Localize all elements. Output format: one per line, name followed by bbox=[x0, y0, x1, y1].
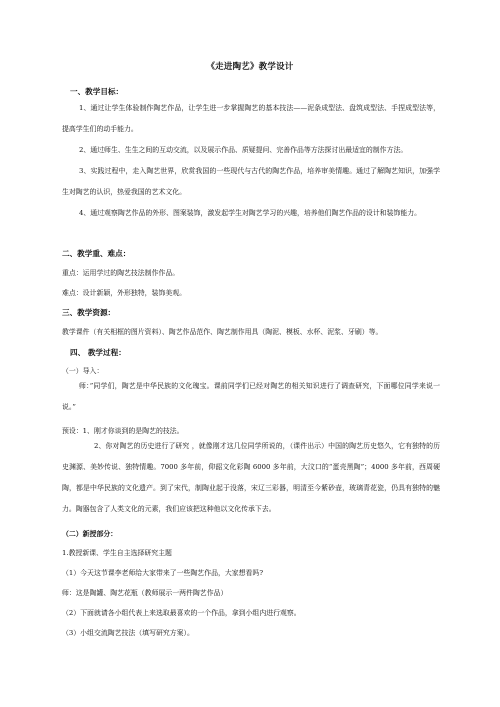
focus-text: 重点：运用学过的陶艺技法制作作品。 bbox=[62, 269, 180, 277]
document-title: 《走进陶艺》教学设计 bbox=[206, 62, 294, 72]
goal-item-4: 4、通过观察陶艺作品的外形、图案装饰，激发起学生对陶艺学习的兴趣，培养他们陶艺作品的设计和装饰能力。 bbox=[79, 209, 422, 217]
section-heading-process: 四、 教学过程： bbox=[70, 348, 126, 357]
section-heading-key-points: 二、教学重、难点： bbox=[62, 249, 131, 258]
section-heading-resources: 三、教学资源： bbox=[62, 308, 116, 317]
goal-item-2: 2、通过师生、生生之间的互动交流，以及展示作品、质疑提问、完善作品等方法探讨出最适宜的制作方法。 bbox=[79, 146, 408, 154]
preset-1: 预设：1、刚才你谈到的是陶艺的技法。 bbox=[62, 427, 184, 435]
question-3: （3）小组交流陶艺技法（填写研究方案）。 bbox=[62, 629, 194, 637]
question-1: （1）今天这节课李老师给大家带来了一些陶艺作品，大家想看吗? bbox=[62, 569, 264, 577]
preset-2: 2、你对陶艺的历史进行了研究 ，就像刚才这几位同学所说的，（课件出示）中国的陶艺历史悠久，它有独特的历史渊源、美妙传说、独特情趣。7000 多年前，仰韶文化彩陶 6000 多年前，大汶口的“蛋壳黑陶”；4000 多年前，西周硬陶，都是中华民族的文化遗产。到了宋代，制陶业起于没落，宋辽三彩器，明清至今紫砂壶，玻璃青花瓷，仍具有独特的魅力。陶器包含了人类文化的元素，我们应该把这种他以文化传承下去。 bbox=[62, 442, 440, 513]
resources-text: 教学课件（有关相框的图片资料）、陶艺作品范作、陶艺制作用具（陶泥、模板、水杯、泥浆、牙刷）等。 bbox=[62, 328, 383, 336]
step-1: 1.教授新课、学生自主选择研究主题 bbox=[62, 549, 172, 557]
teacher-talk: 师：”同学们，陶艺是中华民族的文化瑰宝。课前同学们已经对陶艺的相关知识进行了调查研究，下面哪位同学来说一说。” bbox=[62, 382, 440, 411]
goal-item-1: 1、通过让学生体验制作陶艺作品，让学生进一步掌握陶艺的基本技法——泥条成型法、盘筑成型法、手捏成型法等，提高学生们的动手能力。 bbox=[62, 104, 440, 133]
goal-item-3: 3、实践过程中，走入陶艺世界，欣赏我国的一些现代与古代的陶艺作品，培养审美情趣。通过了解陶艺知识，加强学生对陶艺的认识，热爱我国的艺术文化。 bbox=[62, 167, 440, 196]
section-heading-goals: 一、教学目标： bbox=[70, 87, 124, 96]
new-lesson-heading: （二）新授部分： bbox=[62, 530, 118, 538]
intro-heading: （一）导入： bbox=[62, 367, 104, 375]
question-2: （2）下面就请各小组代表上来选取最喜欢的一个作品，拿到小组内进行观察。 bbox=[62, 609, 301, 617]
teacher-line-1: 师：这是陶罐、陶艺花瓶（教师展示一两件陶艺作品） bbox=[62, 589, 228, 597]
difficulty-text: 难点：设计新颖，外形独特，装饰美观。 bbox=[62, 289, 187, 297]
